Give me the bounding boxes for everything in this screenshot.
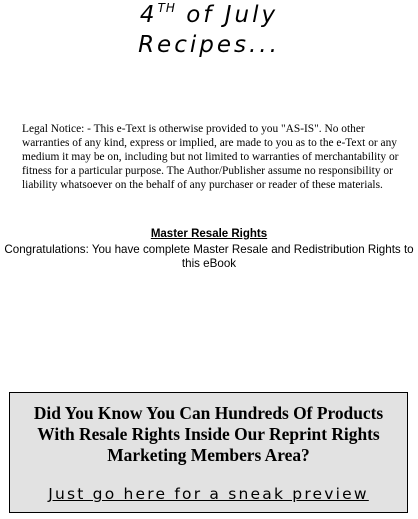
title-number: 4 bbox=[139, 2, 158, 28]
resale-rights-heading: Master Resale Rights bbox=[150, 228, 268, 240]
legal-notice: Legal Notice: - This e-Text is otherwise provided to you "AS-IS". No other warranties of any kind, express or implied, are made to you as to the e-Text or any medium it may be on, including but not limited to warranties of merchantability or fitness for a particular purpose. The Author/Publisher assume no responsibility or liability whatsoever on the behalf of any purchaser or reader of these materials. bbox=[22, 123, 399, 191]
promo-box bbox=[9, 392, 408, 513]
promo-text bbox=[10, 403, 407, 466]
page-title bbox=[0, 0, 418, 60]
promo-line-2: With Resale Rights Inside Our Reprint Rights bbox=[37, 424, 380, 444]
title-line-1 bbox=[0, 0, 418, 30]
resale-rights-text: Congratulations: You have complete Master Resale and Redistribution Rights to this eBook bbox=[4, 243, 414, 270]
title-line-2: Recipes... bbox=[138, 32, 280, 58]
title-line-1-rest: of July bbox=[175, 2, 279, 28]
promo-line-3: Marketing Members Area? bbox=[107, 445, 310, 465]
title-superscript: TH bbox=[157, 1, 176, 15]
sneak-preview-link[interactable]: Just go here for a sneak preview bbox=[48, 485, 369, 503]
promo-line-1: Did You Know You Can Hundreds Of Products bbox=[33, 403, 384, 423]
